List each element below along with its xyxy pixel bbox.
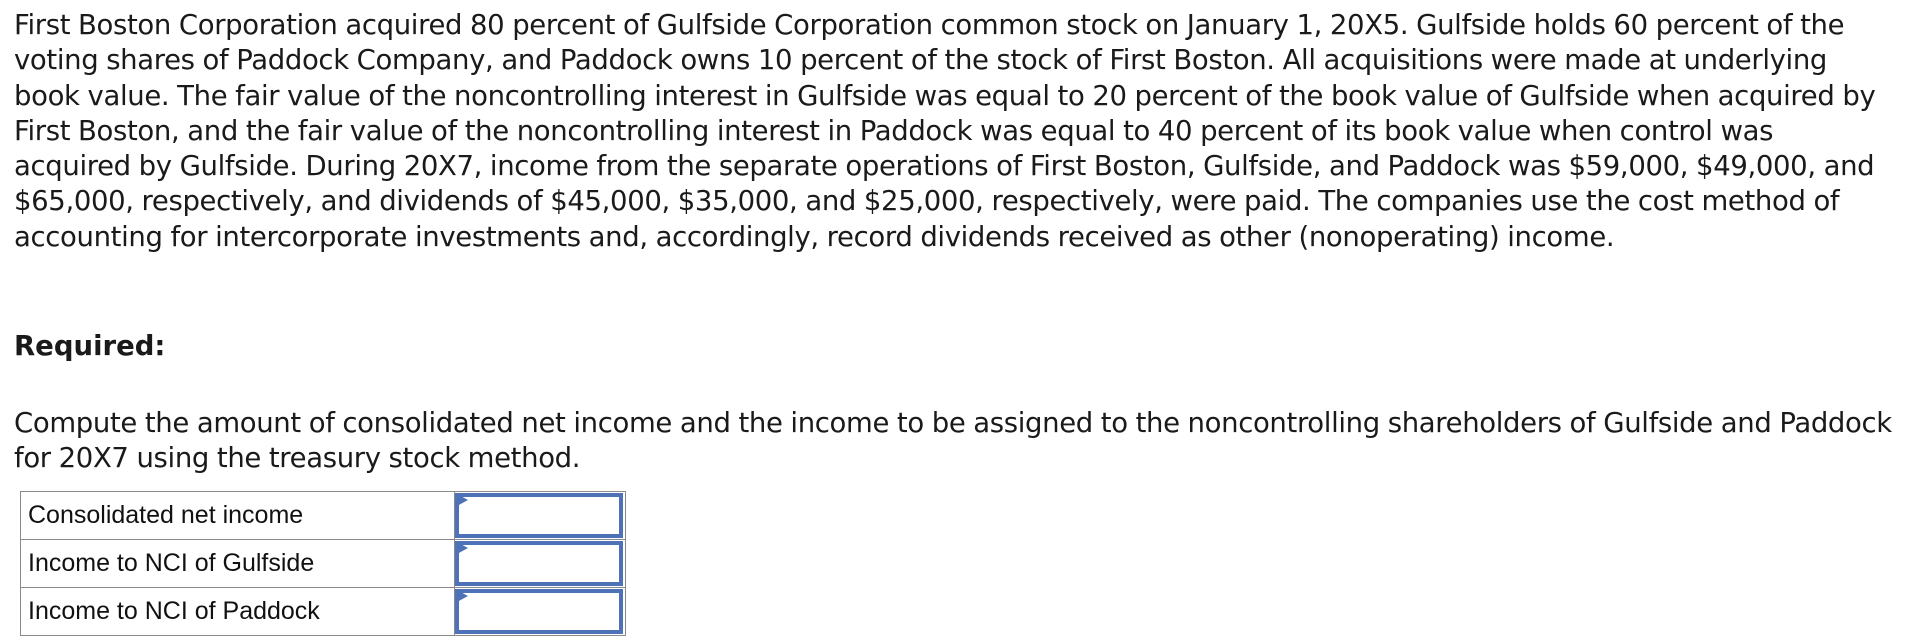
answer-cell <box>455 540 626 588</box>
row-label-consolidated-net-income: Consolidated net income <box>21 492 455 540</box>
row-label-nci-paddock: Income to NCI of Paddock <box>21 588 455 636</box>
question-prompt: Compute the amount of consolidated net income and the income to be assigned to the noncontrolling shareholders of Gulfside and Paddock for 20X7 using the treasury stock method. <box>14 407 1892 475</box>
table-row <box>21 540 626 588</box>
answer-cell <box>455 588 626 636</box>
nci-paddock-input[interactable] <box>456 590 622 633</box>
nci-gulfside-input[interactable] <box>456 542 622 585</box>
answer-table <box>20 491 626 636</box>
row-label-nci-gulfside: Income to NCI of Gulfside <box>21 540 455 588</box>
required-heading: Required: <box>14 330 166 362</box>
table-row <box>21 588 626 636</box>
consolidated-net-income-input[interactable] <box>456 494 622 537</box>
table-row <box>21 492 626 540</box>
answer-cell <box>455 492 626 540</box>
problem-statement: First Boston Corporation acquired 80 percent of Gulfside Corporation common stock on January 1, 20X5. Gulfside holds 60 percent of the voting shares of Paddock Company, and Paddock owns 10 percent of the stock of First Boston. All acquisitions were made at underlying book value. The fair value of the noncontrolling interest in Gulfside was equal to 20 percent of the book value of Gulfside when acquired by First Boston, and the fair value of the noncontrolling interest in Paddock was equal to 40 percent of its book value when control was acquired by Gulfside. During 20X7, income from the separate operations of First Boston, Gulfside, and Paddock was $59,000, $49,000, and $65,000, respectively, and dividends of $45,000, $35,000, and $25,000, respectively, were paid. The companies use the cost method of accounting for intercorporate investments and, accordingly, record dividends received as other (nonoperating) income. <box>14 9 1876 253</box>
